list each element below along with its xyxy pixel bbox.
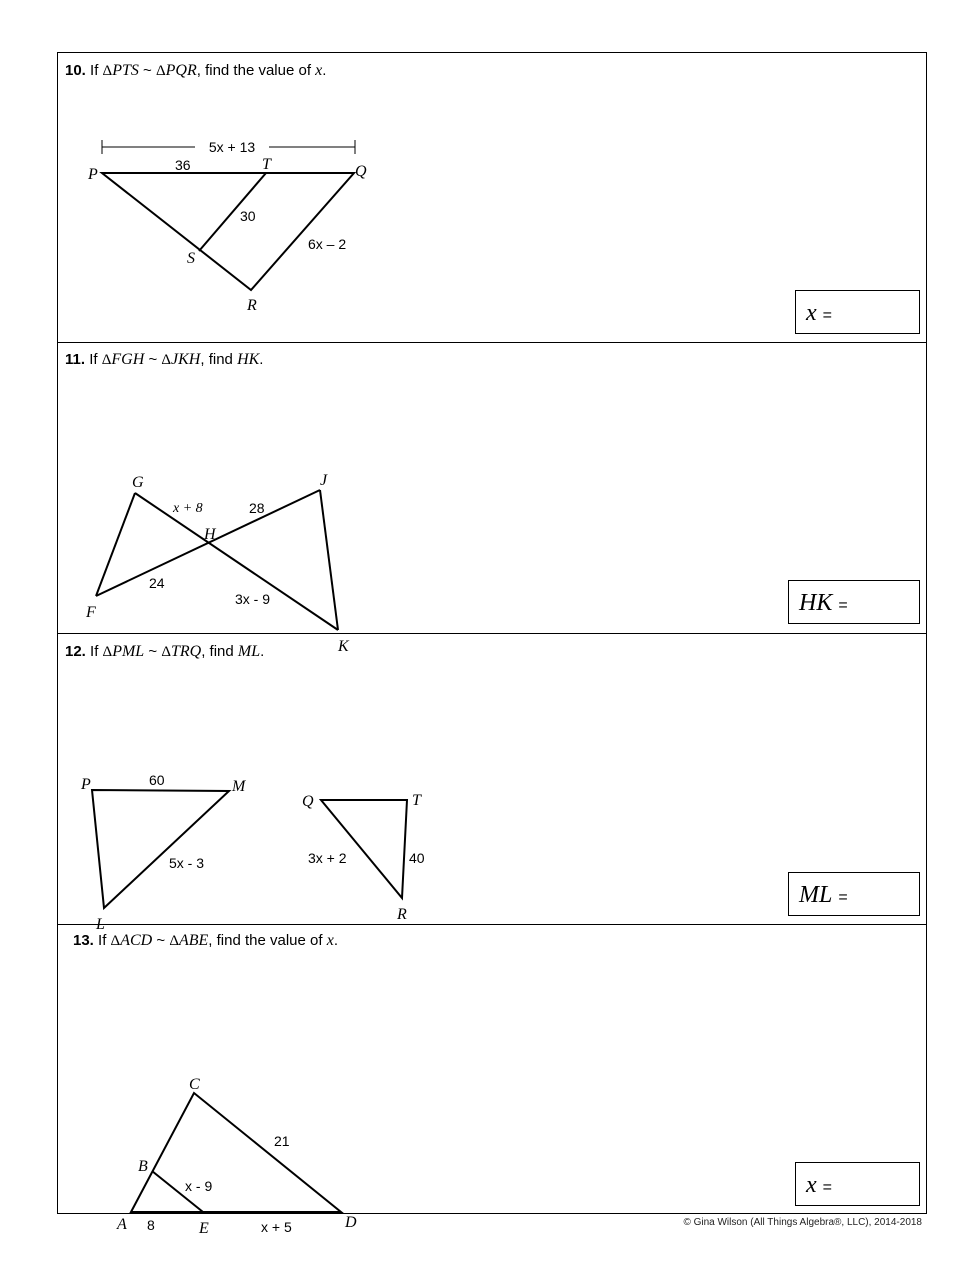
vertex-j: J xyxy=(320,472,328,489)
vertex-e: E xyxy=(199,1220,209,1237)
vertex-m: M xyxy=(232,778,246,795)
label-fh: 24 xyxy=(149,575,165,591)
problem-10-question: 10. If ΔPTS ~ ΔPQR, find the value of x. xyxy=(65,62,327,79)
problem-11-question: 11. If ΔFGH ~ ΔJKH, find HK. xyxy=(65,351,264,368)
triangle-pqr xyxy=(102,173,354,290)
problem-12-question: 12. If ΔPML ~ ΔTRQ, find ML. xyxy=(65,643,265,660)
triangle-acd xyxy=(131,1093,341,1212)
label-ed: x + 5 xyxy=(261,1219,292,1235)
vertex-q: Q xyxy=(355,163,367,180)
problem-12 xyxy=(58,634,926,933)
segment-jk xyxy=(320,490,338,630)
label-total-length: 5x + 13 xyxy=(208,139,256,155)
problem-10 xyxy=(58,53,926,343)
answer-label: ML = xyxy=(799,882,848,908)
label-qr: 3x + 2 xyxy=(308,850,347,866)
answer-box-10[interactable] xyxy=(795,290,920,334)
triangle-pml xyxy=(92,790,229,908)
label-ae: 8 xyxy=(147,1217,155,1233)
vertex-h: H xyxy=(204,526,216,543)
copyright-notice: © Gina Wilson (All Things Algebra®, LLC), 2014-2018 xyxy=(683,1217,922,1228)
label-hk: 3x - 9 xyxy=(235,591,271,607)
problem-number: 13. xyxy=(73,932,94,949)
label-cd: 21 xyxy=(274,1133,290,1149)
label-pt: 36 xyxy=(175,157,191,173)
triangle-qtr xyxy=(321,800,407,898)
label-ts: 30 xyxy=(240,208,256,224)
vertex-p: P xyxy=(81,776,91,793)
problem-number: 11. xyxy=(65,351,86,368)
vertex-g: G xyxy=(132,474,144,491)
label-gh: x + 8 xyxy=(173,501,203,516)
label-be: x - 9 xyxy=(185,1178,213,1194)
problem-number: 12. xyxy=(65,643,86,660)
vertex-d: D xyxy=(345,1214,357,1231)
vertex-a: A xyxy=(117,1216,127,1233)
vertex-q: Q xyxy=(302,793,314,810)
label-hj: 28 xyxy=(249,500,265,516)
answer-box-13[interactable] xyxy=(795,1162,920,1206)
answer-label: HK = xyxy=(799,590,848,616)
vertex-r: R xyxy=(397,906,407,923)
vertex-t: T xyxy=(262,156,271,173)
vertex-c: C xyxy=(189,1076,200,1093)
problem-number: 10. xyxy=(65,62,86,79)
label-ml: 5x - 3 xyxy=(169,855,205,871)
segment-ts xyxy=(199,173,266,251)
vertex-t: T xyxy=(412,792,421,809)
answer-label: x = xyxy=(806,300,832,326)
vertex-f: F xyxy=(86,604,96,621)
segment-gk xyxy=(135,493,338,630)
problem-13-question: 13. If ΔACD ~ ΔABE, find the value of x. xyxy=(73,932,338,949)
answer-label: x = xyxy=(806,1172,832,1198)
vertex-s: S xyxy=(187,250,195,267)
answer-box-11[interactable] xyxy=(788,580,920,624)
vertex-k: K xyxy=(338,638,349,655)
vertex-p: P xyxy=(88,166,98,183)
vertex-l: L xyxy=(96,916,105,933)
label-qr: 6x – 2 xyxy=(308,236,347,252)
answer-box-12[interactable] xyxy=(788,872,920,916)
label-pm: 60 xyxy=(149,772,165,788)
vertex-b: B xyxy=(138,1158,148,1175)
label-tr: 40 xyxy=(409,850,425,866)
vertex-r: R xyxy=(247,297,257,314)
